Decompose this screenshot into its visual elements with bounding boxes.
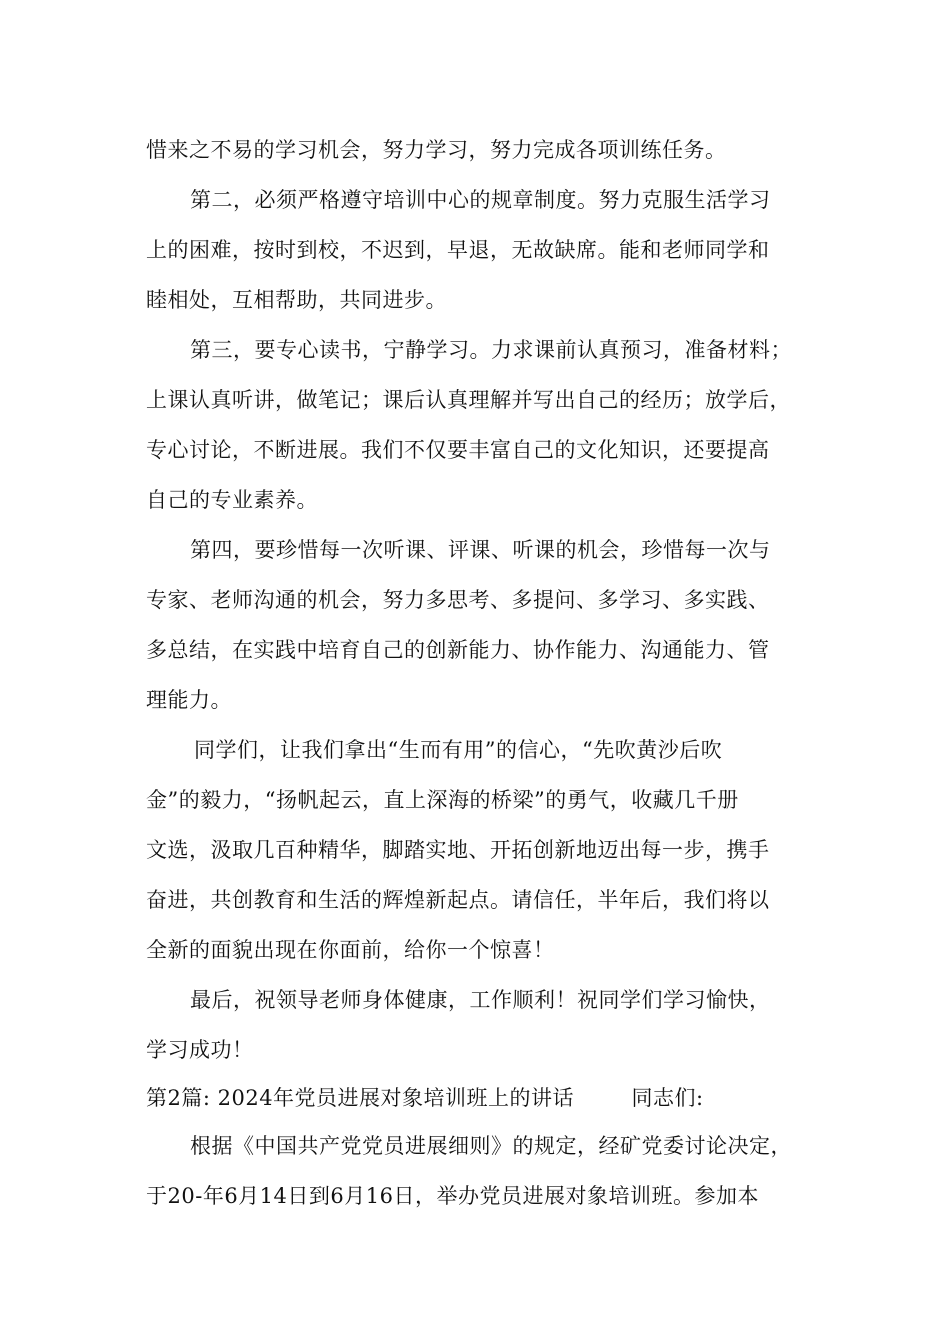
text-line-14: 金”的毅力，“扬帆起云，直上深海的桥梁”的勇气，收藏几千册 xyxy=(146,788,739,812)
text-line-17: 全新的面貌出现在你面前，给你一个惊喜！ xyxy=(146,938,555,962)
section-heading: 第2篇: 2024年党员进展对象培训班上的讲话 同志们: xyxy=(146,1086,704,1110)
text-line-9: 第四，要珍惜每一次听课、评课、听课的机会，珍惜每一次与 xyxy=(190,538,771,562)
text-line-11: 多总结，在实践中培育自己的创新能力、协作能力、沟通能力、管 xyxy=(146,638,770,662)
text-line-12: 理能力。 xyxy=(146,688,232,712)
text-line-3: 上的困难，按时到校，不迟到，早退，无故缺席。能和老师同学和 xyxy=(146,238,770,262)
text-line-16: 奋进，共创教育和生活的辉煌新起点。请信任，半年后，我们将以 xyxy=(146,888,770,912)
text-line-19: 学习成功！ xyxy=(146,1038,254,1062)
text-line-2: 第二，必须严格遵守培训中心的规章制度。努力克服生活学习 xyxy=(190,188,771,212)
text-line-22: 于20-年6月14日到6月16日，举办党员进展对象培训班。参加本 xyxy=(146,1184,759,1208)
text-line-18: 最后，祝领导老师身体健康，工作顺利！祝同学们学习愉快， xyxy=(190,988,771,1012)
text-line-4: 睦相处，互相帮助，共同进步。 xyxy=(146,288,447,312)
text-line-7: 专心讨论，不断进展。我们不仅要丰富自己的文化知识，还要提高 xyxy=(146,438,770,462)
text-line-6: 上课认真听讲，做笔记；课后认真理解并写出自己的经历；放学后， xyxy=(146,388,791,412)
text-line-13: 同学们，让我们拿出“生而有用”的信心，“先吹黄沙后吹 xyxy=(194,738,723,762)
text-line-15: 文选，汲取几百种精华，脚踏实地、开拓创新地迈出每一步，携手 xyxy=(146,838,770,862)
text-line-10: 专家、老师沟通的机会，努力多思考、多提问、多学习、多实践、 xyxy=(146,588,770,612)
text-line-5: 第三，要专心读书，宁静学习。力求课前认真预习，准备材料； xyxy=(190,338,792,362)
text-line-1: 惜来之不易的学习机会，努力学习，努力完成各项训练任务。 xyxy=(146,138,727,162)
text-line-8: 自己的专业素养。 xyxy=(146,488,318,512)
text-line-21: 根据《中国共产党党员进展细则》的规定，经矿党委讨论决定， xyxy=(190,1134,792,1158)
